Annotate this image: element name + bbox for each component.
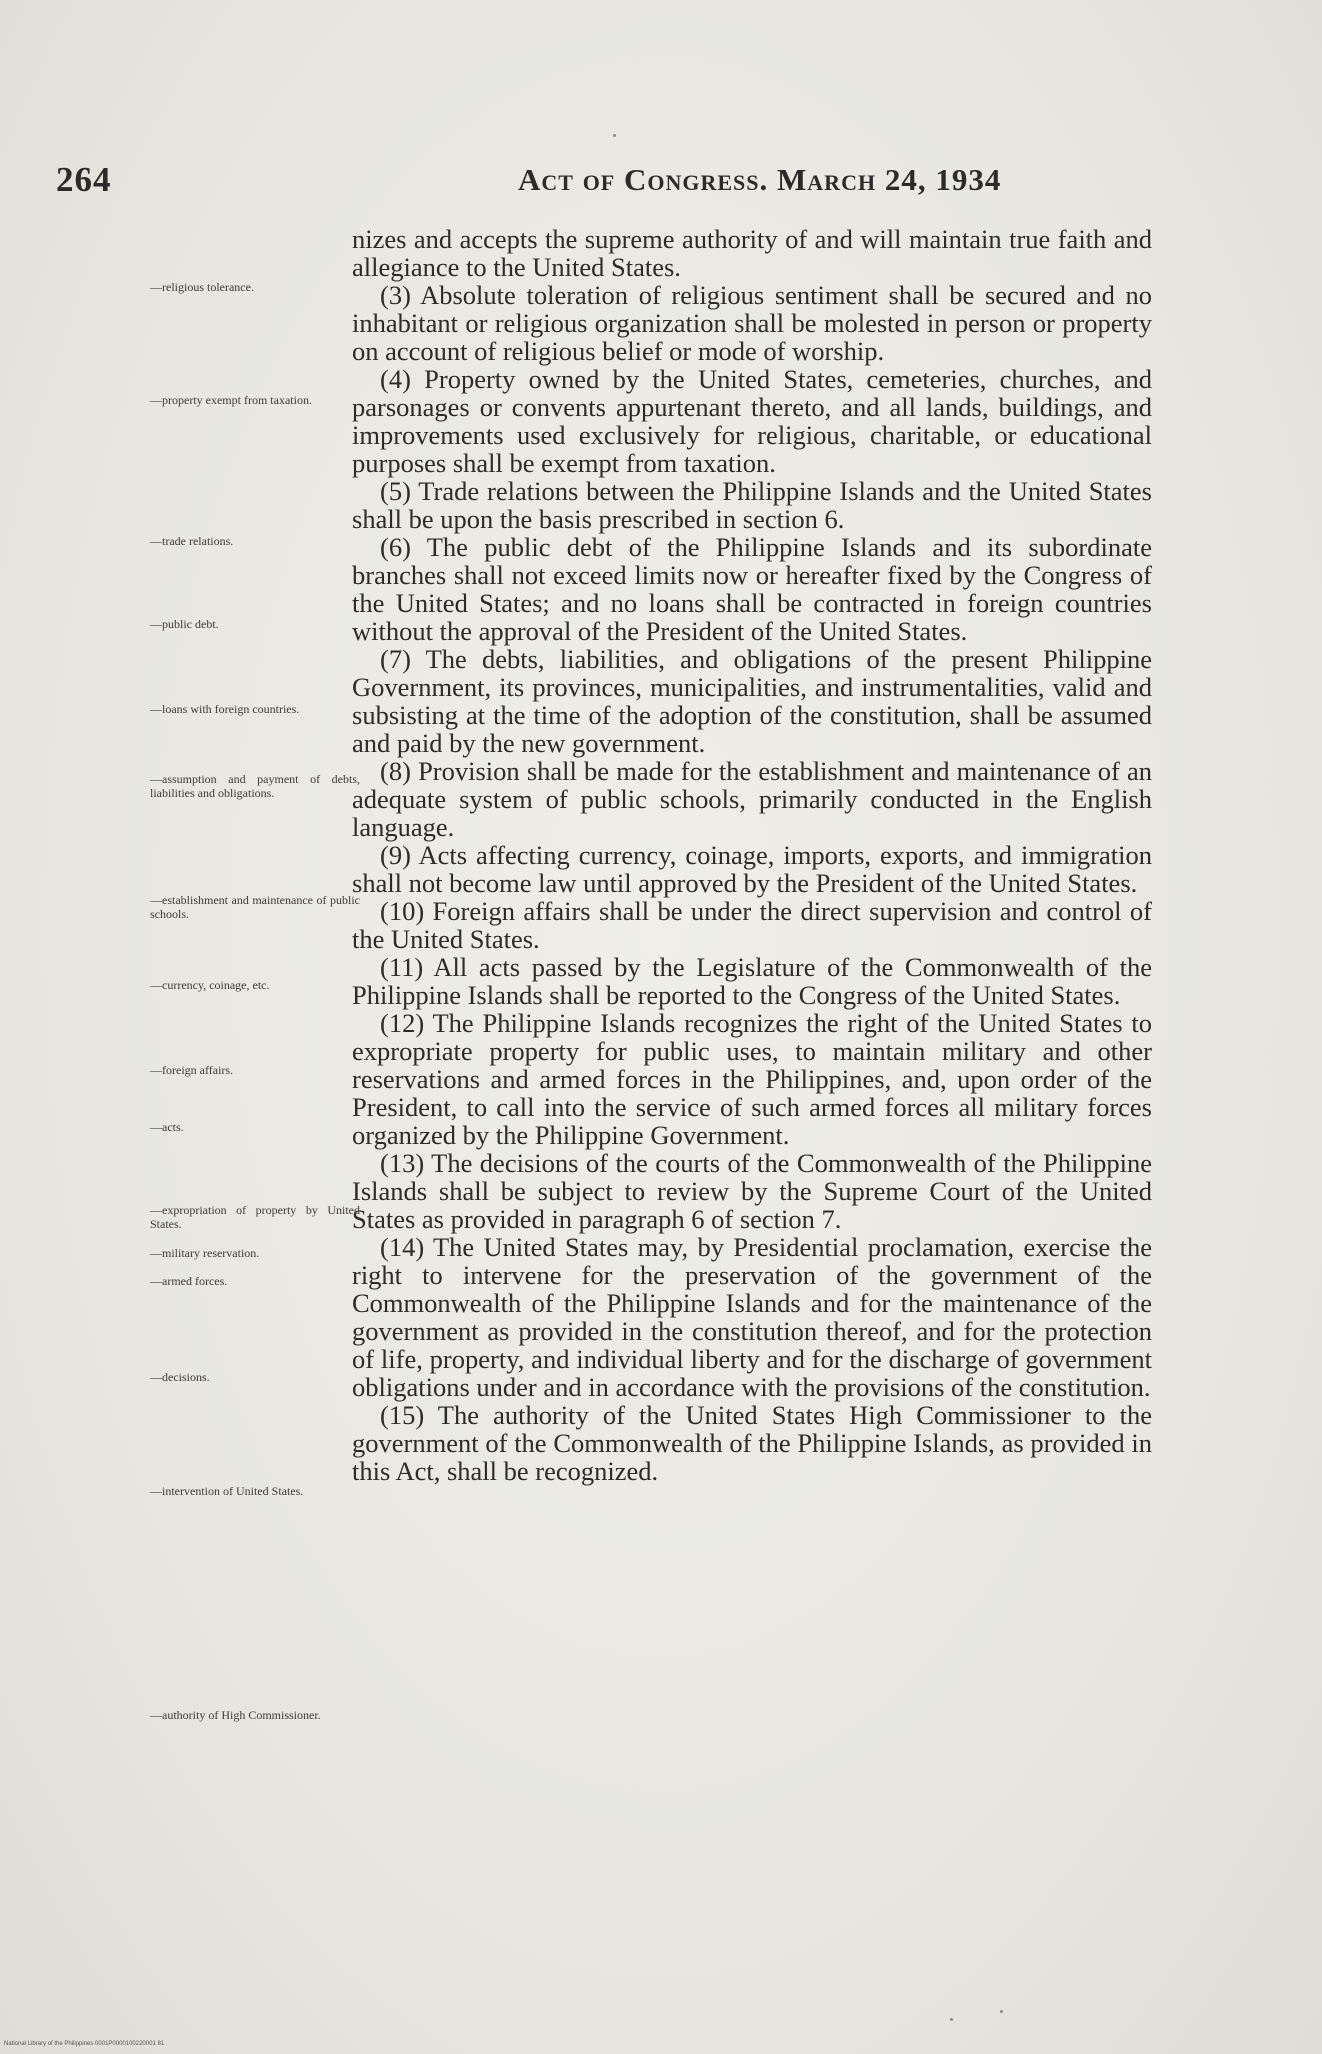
- margin-note-armed-forces: —armed forces.: [150, 1274, 228, 1288]
- paper-speck: [1000, 2010, 1003, 2013]
- margin-note-loans: —loans with foreign countries.: [150, 702, 300, 716]
- paragraph-11: (11) All acts passed by the Legislature of the Commonwealth of the Philippine Islands shall be reported to the Congress of the United States.: [352, 952, 1152, 1010]
- margin-note-trade-relations: —trade relations.: [150, 534, 234, 548]
- paragraph-7: (7) The debts, liabilities, and obligations of the present Philippine Government, its provinces, municipalities, and instrumentalities, valid and subsisting at the time of the adoption of the constitution, shall be assumed and paid by the new government.: [352, 644, 1152, 758]
- margin-note-religious-tolerance: —religious tolerance.: [150, 280, 254, 294]
- paragraph-12: (12) The Philippine Islands recognizes the right of the United States to expropriate property for public uses, to maintain military and other reservations and armed forces in the Philippines, and, upon order of the President, to call into the service of such armed forces all military forces organized by the Philippine Government.: [352, 1008, 1152, 1150]
- margin-note-currency: —currency, coinage, etc.: [150, 978, 270, 992]
- margin-note-debts: —assumption and payment of debts, liabilities and obligations.: [150, 772, 360, 800]
- margin-note-acts: —acts.: [150, 1120, 184, 1134]
- page-number: 264: [56, 160, 112, 199]
- paper-speck: [613, 134, 616, 137]
- paragraph-6: (6) The public debt of the Philippine Islands and its subordinate branches shall not exceed limits now or hereafter fixed by the Congress of the United States; and no loans shall be contracted in foreign countries without the approval of the President of the United States.: [352, 532, 1152, 646]
- paragraph-3: (3) Absolute toleration of religious sentiment shall be secured and no inhabitant or religious organization shall be molested in person or property on account of religious belief or mode of worship.: [352, 280, 1152, 366]
- margin-note-military-reservation: —military reservation.: [150, 1246, 260, 1260]
- margin-note-schools: —establishment and maintenance of public schools.: [150, 893, 360, 921]
- paper-speck: [950, 2018, 953, 2021]
- paragraph-10: (10) Foreign affairs shall be under the direct supervision and control of the United States.: [352, 896, 1152, 954]
- paragraph-14: (14) The United States may, by Presidential proclamation, exercise the right to intervene for the preservation of the government of the Commonwealth of the Philippine Islands and for the maintenance of the government as provided in the constitution thereof, and for the protection of life, property, and individual liberty and for the discharge of government obligations under and in accordance with the provisions of the constitution.: [352, 1232, 1152, 1402]
- running-head: Act of Congress. March 24, 1934: [518, 162, 1002, 197]
- paragraph-4: (4) Property owned by the United States, cemeteries, churches, and parsonages or convents appurtenant thereto, and all lands, buildings, and improvements used exclusively for religious, charitable, or educational purposes shall be exempt from taxation.: [352, 364, 1152, 478]
- scan-footer: National Library of the Philippines 0001P0000100220001 81: [4, 2041, 165, 2047]
- paragraph-continuation: nizes and accepts the supreme authority of and will maintain true faith and allegiance to the United States.: [352, 224, 1152, 282]
- margin-note-public-debt: —public debt.: [150, 617, 219, 631]
- paragraph-5: (5) Trade relations between the Philippine Islands and the United States shall be upon the basis prescribed in section 6.: [352, 476, 1152, 534]
- margin-note-foreign-affairs: —foreign affairs.: [150, 1063, 234, 1077]
- paragraph-15: (15) The authority of the United States High Commissioner to the government of the Commonwealth of the Philippine Islands, as provided in this Act, shall be recognized.: [352, 1400, 1152, 1486]
- margin-note-intervention: —intervention of United States.: [150, 1484, 304, 1498]
- margin-note-decisions: —decisions.: [150, 1370, 210, 1384]
- paragraph-13: (13) The decisions of the courts of the Commonwealth of the Philippine Islands shall be subject to review by the Supreme Court of the United States as provided in paragraph 6 of section 7.: [352, 1148, 1152, 1234]
- margin-note-expropriation: —expropriation of property by United States.: [150, 1203, 360, 1231]
- margin-note-high-commissioner: —authority of High Commissioner.: [150, 1708, 321, 1722]
- main-text: [352, 225, 1152, 1485]
- margin-note-property-exempt: —property exempt from taxation.: [150, 393, 312, 407]
- paragraph-8: (8) Provision shall be made for the establishment and maintenance of an adequate system of public schools, primarily conducted in the English language.: [352, 756, 1152, 842]
- paragraph-9: (9) Acts affecting currency, coinage, imports, exports, and immigration shall not become law until approved by the President of the United States.: [352, 840, 1152, 898]
